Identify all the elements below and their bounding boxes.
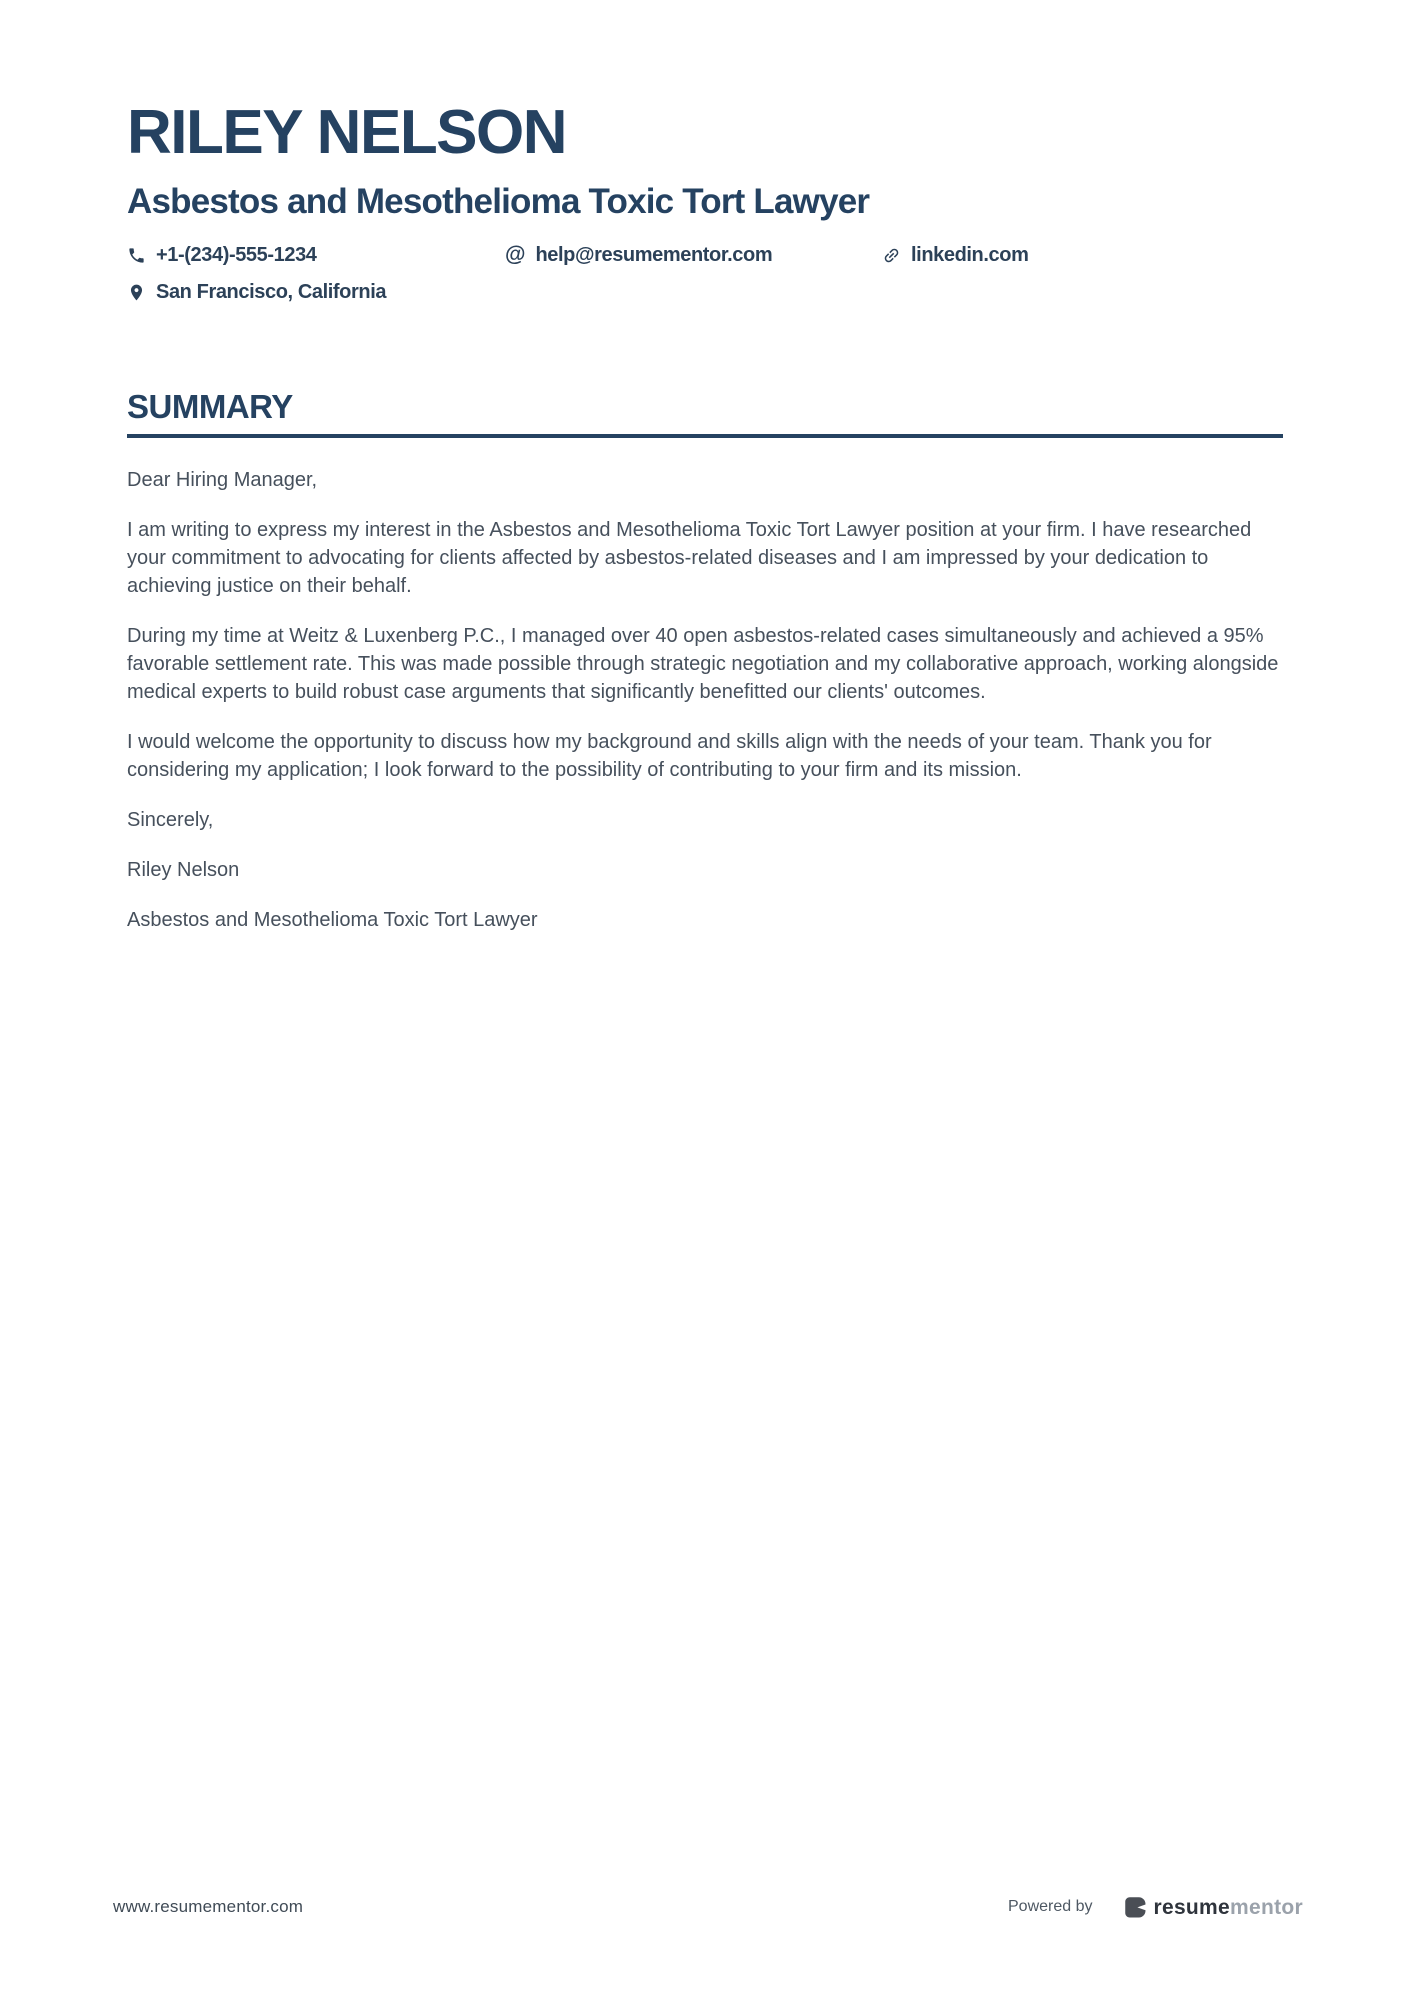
resumementor-logo[interactable] [1123,1895,1304,1919]
person-name: RILEY NELSON [127,98,567,167]
signature-title: Asbestos and Mesothelioma Toxic Tort Lawyer [127,909,538,931]
email-contact[interactable] [505,243,882,267]
body-paragraph-2: During my time at Weitz & Luxenberg P.C., I managed over 40 open asbestos-related cases simultaneously and achieved a 95% favorable settlement rate. This was made possible through strategic negotiation and my collaborative approach, working alongside medical experts to build robust case arguments that significantly benefitted our clients' outcomes. [127,625,1279,703]
chain-link-icon [882,246,901,265]
linkedin-url: linkedin.com [911,244,1029,266]
body-paragraph-3: I would welcome the opportunity to discuss how my background and skills align with the needs of your team. Thank you for considering my application; I look forward to the possibility of contributing to your firm and its mission. [127,731,1212,781]
powered-by-block [1008,1895,1303,1919]
logo-resume-text: resume [1153,1895,1231,1919]
letter-header [127,98,1283,304]
location-contact [127,280,505,304]
website-url[interactable]: www.resumementor.com [113,1897,304,1916]
contact-info [127,243,1283,304]
letter-body [127,466,1283,934]
phone-icon [127,246,146,265]
phone-contact[interactable] [127,243,505,267]
body-paragraph-1: I am writing to express my interest in the Asbestos and Mesothelioma Toxic Tort Lawyer position at your firm. I have researched your commitment to advocating for clients affected by asbestos-related diseases and I am impressed by your dedication to achieving justice on their behalf. [127,519,1252,597]
page-content [0,0,1410,934]
email-address: help@resumementor.com [535,244,773,266]
closing: Sincerely, [127,809,214,831]
powered-by-label: Powered by [1008,1898,1093,1915]
summary-section [127,390,1283,934]
map-pin-icon [127,283,146,302]
page-footer [113,1895,1303,1919]
logo-mentor-text: mentor [1230,1895,1303,1919]
at-icon: @ [505,242,526,266]
phone-number: +1-(234)-555-1234 [156,244,317,266]
location-text: San Francisco, California [156,281,387,303]
logo-wordmark [1154,1897,1304,1918]
summary-heading: SUMMARY [127,388,293,425]
linkedin-contact[interactable] [882,243,1283,267]
signature-name: Riley Nelson [127,859,240,881]
job-title: Asbestos and Mesothelioma Toxic Tort Lawyer [127,182,870,221]
resumementor-mark-icon [1123,1895,1147,1919]
section-divider [127,434,1283,438]
salutation: Dear Hiring Manager, [127,469,318,491]
